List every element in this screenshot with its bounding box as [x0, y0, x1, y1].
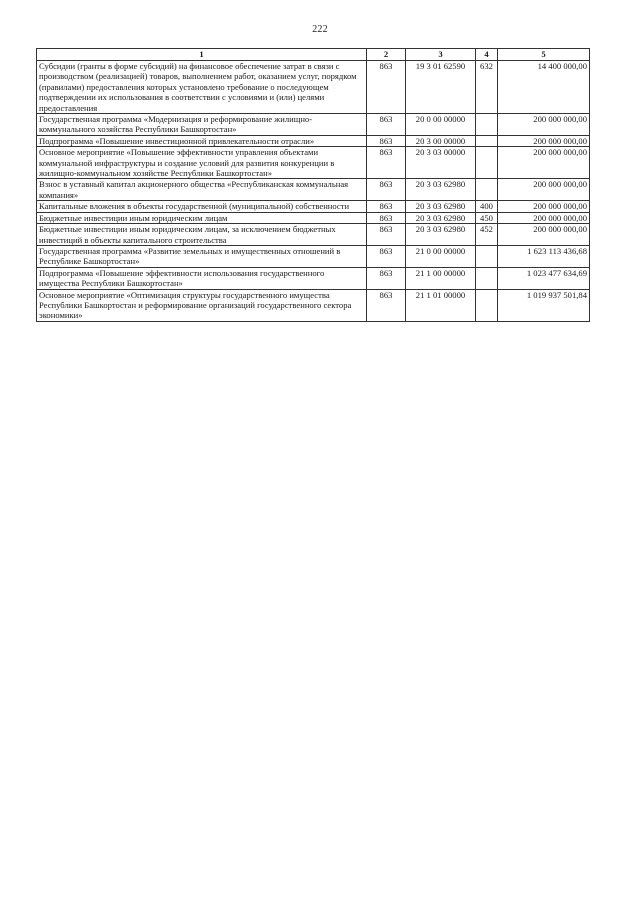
row-amount: 200 000 000,00	[498, 224, 590, 246]
row-target-article: 20 3 03 62980	[406, 212, 476, 223]
row-name: Государственная программа «Развитие земельных и имущественных отношений в Республике Башкортостан»	[37, 245, 367, 267]
row-amount: 200 000 000,00	[498, 179, 590, 201]
column-header: 2	[367, 49, 406, 61]
row-amount: 1 019 937 501,84	[498, 289, 590, 321]
row-name: Подпрограмма «Повышение инвестиционной привлекательности отрасли»	[37, 135, 367, 146]
row-amount: 200 000 000,00	[498, 201, 590, 212]
row-expense-type	[476, 267, 498, 289]
row-expense-type	[476, 245, 498, 267]
table-row	[37, 245, 590, 267]
row-expense-type: 450	[476, 212, 498, 223]
row-code: 863	[367, 135, 406, 146]
row-expense-type	[476, 289, 498, 321]
row-name: Бюджетные инвестиции иным юридическим лицам	[37, 212, 367, 223]
column-header: 1	[37, 49, 367, 61]
row-target-article: 20 3 03 62980	[406, 224, 476, 246]
row-code: 863	[367, 147, 406, 179]
table-row	[37, 135, 590, 146]
row-name: Государственная программа «Модернизация и реформирование жилищно-коммунального хозяйства Республики Башкортостан»	[37, 114, 367, 136]
row-target-article: 20 0 00 00000	[406, 114, 476, 136]
table-row	[37, 224, 590, 246]
row-code: 863	[367, 212, 406, 223]
row-code: 863	[367, 224, 406, 246]
table-header-row	[37, 49, 590, 61]
row-target-article: 20 3 03 00000	[406, 147, 476, 179]
page-number: 222	[312, 24, 328, 35]
row-amount: 200 000 000,00	[498, 147, 590, 179]
table-row	[37, 201, 590, 212]
column-header: 4	[476, 49, 498, 61]
row-expense-type: 452	[476, 224, 498, 246]
row-code: 863	[367, 267, 406, 289]
row-expense-type	[476, 135, 498, 146]
row-code: 863	[367, 289, 406, 321]
row-name: Основное мероприятие «Повышение эффективности управления объектами коммунальной инфраструктуры и создание условий для развития конкуренции в жилищно-коммунальном хозяйстве Республики Башкортостан»	[37, 147, 367, 179]
row-amount: 200 000 000,00	[498, 212, 590, 223]
row-amount: 1 023 477 634,69	[498, 267, 590, 289]
row-amount: 14 400 000,00	[498, 61, 590, 114]
row-name: Капитальные вложения в объекты государственной (муниципальной) собственности	[37, 201, 367, 212]
row-target-article: 20 3 03 62980	[406, 201, 476, 212]
row-expense-type: 400	[476, 201, 498, 212]
row-target-article: 21 1 01 00000	[406, 289, 476, 321]
row-code: 863	[367, 179, 406, 201]
table-row	[37, 61, 590, 114]
table-row	[37, 289, 590, 321]
column-header: 5	[498, 49, 590, 61]
row-target-article: 19 3 01 62590	[406, 61, 476, 114]
table-row	[37, 179, 590, 201]
row-target-article: 21 1 00 00000	[406, 267, 476, 289]
row-code: 863	[367, 245, 406, 267]
row-code: 863	[367, 201, 406, 212]
row-name: Бюджетные инвестиции иным юридическим лицам, за исключением бюджетных инвестиций в объекты капитального строительства	[37, 224, 367, 246]
row-expense-type	[476, 114, 498, 136]
row-code: 863	[367, 61, 406, 114]
row-expense-type: 632	[476, 61, 498, 114]
row-expense-type	[476, 147, 498, 179]
row-name: Подпрограмма «Повышение эффективности использования государственного имущества Республики Башкортостан»	[37, 267, 367, 289]
row-name: Субсидии (гранты в форме субсидий) на финансовое обеспечение затрат в связи с производством (реализацией) товаров, выполнением работ, оказанием услуг, порядком (правилами) предоставления которых установлено требование о последующем подтверждении их использования в соответствии с условиями и (или) целями предоставления	[37, 61, 367, 114]
column-header: 3	[406, 49, 476, 61]
row-name: Взнос в уставный капитал акционерного общества «Республиканская коммунальная компания»	[37, 179, 367, 201]
row-target-article: 20 3 00 00000	[406, 135, 476, 146]
row-target-article: 21 0 00 00000	[406, 245, 476, 267]
row-name: Основное мероприятие «Оптимизация структуры государственного имущества Республики Башкортостан и реформирование организаций государственного сектора экономики»	[37, 289, 367, 321]
table-row	[37, 267, 590, 289]
table-row	[37, 147, 590, 179]
row-amount: 200 000 000,00	[498, 114, 590, 136]
budget-table	[36, 48, 590, 322]
table-row	[37, 114, 590, 136]
row-amount: 1 623 113 436,68	[498, 245, 590, 267]
row-code: 863	[367, 114, 406, 136]
row-expense-type	[476, 179, 498, 201]
row-amount: 200 000 000,00	[498, 135, 590, 146]
row-target-article: 20 3 03 62980	[406, 179, 476, 201]
table-row	[37, 212, 590, 223]
